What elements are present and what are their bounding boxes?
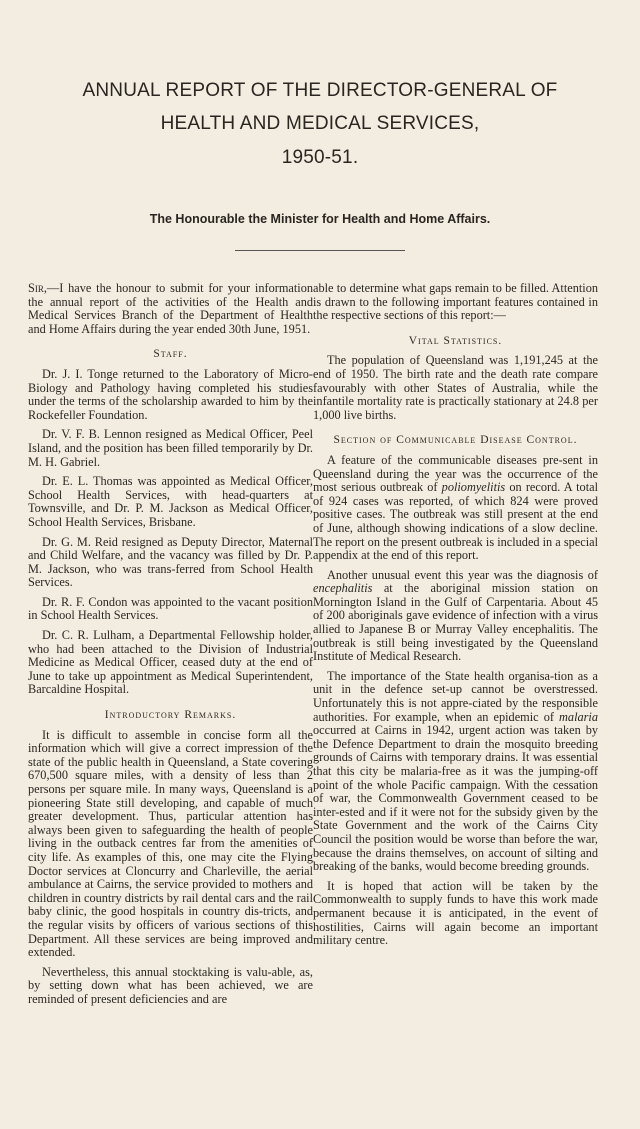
- text-span: A feature of the communicable diseases pre-sent in Queensland during the year was the occurrence of the most serious outbreak of: [313, 452, 598, 495]
- staff-paragraph: Dr. E. L. Thomas was appointed as Medical Officer, School Health Services, with head-quarters at Townsville, and Dr. P. M. Jackson as Medical Officer, School Health Services, Brisbane.: [28, 474, 313, 529]
- poliomyelitis-paragraph: [313, 454, 598, 563]
- disease-term: poliomyelitis: [441, 480, 506, 495]
- text-span: on record. A total of 924 cases was reported, of which 824 were proved positive cases. The outbreak was still present at the end of June, although showing indications of a slow decline. The report on the present outbreak is included in a special appendix at the end of this report.: [313, 480, 598, 563]
- staff-paragraph: Dr. G. M. Reid resigned as Deputy Director, Maternal and Child Welfare, and the vacancy was filled by Dr. P. M. Jackson, who was trans-ferred from School Health Services.: [28, 534, 313, 590]
- disease-term: malaria: [559, 709, 598, 724]
- staff-paragraph: Dr. V. F. B. Lennon resigned as Medical Officer, Peel Island, and the position has been filled temporarily by Dr. M. H. Gabriel.: [28, 427, 313, 469]
- staff-paragraph: Dr. J. I. Tonge returned to the Laboratory of Micro-Biology and Pathology having completed his studies under the terms of the scholarship awarded to him by the Rockefeller Foundation.: [28, 366, 313, 422]
- carryover-paragraph: able to determine what gaps remain to be filled. Attention is drawn to the following important features contained in the respective sections of this report:—: [313, 281, 598, 323]
- text-span: occurred at Cairns in 1942, urgent action was taken by the Defence Department to drain the mosquito breeding grounds of Cairns with temporary drains. It was essential that this city be malaria-free as it was the jumping-off point of the whole Pacific campaign. With the cessation of war, the Commonwealth Government ceased to be inter-ested and if it were not for the subsidy given by the State Government and the work of the Cairns City Council the position would be worse than before the war, because the drains themselves, on account of silting and breaking of the banks, would become breeding grounds.: [313, 723, 598, 874]
- vital-statistics-paragraph: The population of Queensland was 1,191,245 at the end of 1950. The birth rate and the death rate compare favourably with other States of Australia, while the infantile mortality rate is practically stationary at 24.8 per 1,000 live births.: [313, 353, 598, 422]
- staff-paragraph: Dr. C. R. Lulham, a Departmental Fellowship holder, who had been attached to the Division of Industrial Medicine as Medical Officer, ceased duty at the end of June to take up appointment as Medical Superintendent, Barcaldine Hospital.: [28, 628, 313, 697]
- divider-rule: [235, 250, 405, 251]
- staff-heading: Staff.: [153, 348, 188, 361]
- communicable-disease-heading: Section of Communicable Disease Control.: [333, 434, 578, 447]
- report-title-line-1: ANNUAL REPORT OF THE DIRECTOR-GENERAL OF: [82, 80, 558, 101]
- funding-paragraph: It is hoped that action will be taken by the Commonwealth to supply funds to have this work made permanent because it is anticipated, in the event of hostilities, Cairns will again become an important military centre.: [313, 878, 598, 948]
- text-span: The importance of the State health organisa-tion as a unit in the defence set-up cannot be overstressed. Unfortunately this is not appre-ciated by the responsible authorities. For example, when an epidemic of: [313, 668, 598, 724]
- intro-paragraph: It is difficult to assemble in concise form all the information which will give a correct impression of the state of the public health in Queensland, a State covering 670,500 square miles, with a density of less than 2 persons per square mile. In many ways, Queensland is a pioneering State still developing, and capable of much greater development. Thus, particular attention has always been given to safeguarding the health of people living in the outback centres far from the amenities of city life. As examples of this, one may cite the Flying Doctor services at Cloncurry and Charleville, the aerial ambulance at Cairns, the service provided to mothers and children in country districts by rail dental cars and the rail baby clinic, the good hospitals in country dis-tricts, and the regular visits by officers of various sections of this Department. All these services are being improved and extended.: [28, 727, 313, 960]
- opening-text: —I have the honour to submit for your information the annual report of the activities of the Health and Medical Services Branch of the Department of Health and Home Affairs during the year ended 30th June, 1951.: [28, 281, 313, 336]
- left-column: [28, 282, 313, 1013]
- right-column: [313, 282, 598, 954]
- report-title-line-2: HEALTH AND MEDICAL SERVICES,: [160, 113, 480, 134]
- disease-term: encephalitis: [313, 581, 373, 596]
- salutation: Sir,: [28, 281, 47, 295]
- opening-paragraph: [28, 282, 313, 336]
- vital-statistics-heading: Vital Statistics.: [408, 334, 503, 347]
- malaria-paragraph: [313, 670, 598, 874]
- text-span: at the aboriginal mission station on Mornington Island in the Gulf of Carpentaria. About 45 of 200 aboriginals gave evidence of infection with a virus allied to Japanese B or Murray Valley encephalitis. The outbreak is still being investigated by the Queensland Institute of Medical Research.: [313, 581, 598, 664]
- staff-paragraph: Dr. R. F. Condon was appointed to the vacant position in School Health Services.: [28, 594, 313, 623]
- intro-paragraph: Nevertheless, this annual stocktaking is valu-able, as, by setting down what has been achieved, we are reminded of present deficiencies and are: [28, 964, 313, 1006]
- text-span: Another unusual event this year was the diagnosis of: [327, 567, 598, 582]
- encephalitis-paragraph: [313, 569, 598, 664]
- addressee: The Honourable the Minister for Health and Home Affairs.: [149, 212, 491, 226]
- introductory-remarks-heading: Introductory Remarks.: [104, 709, 237, 722]
- report-year: 1950-51.: [281, 147, 359, 168]
